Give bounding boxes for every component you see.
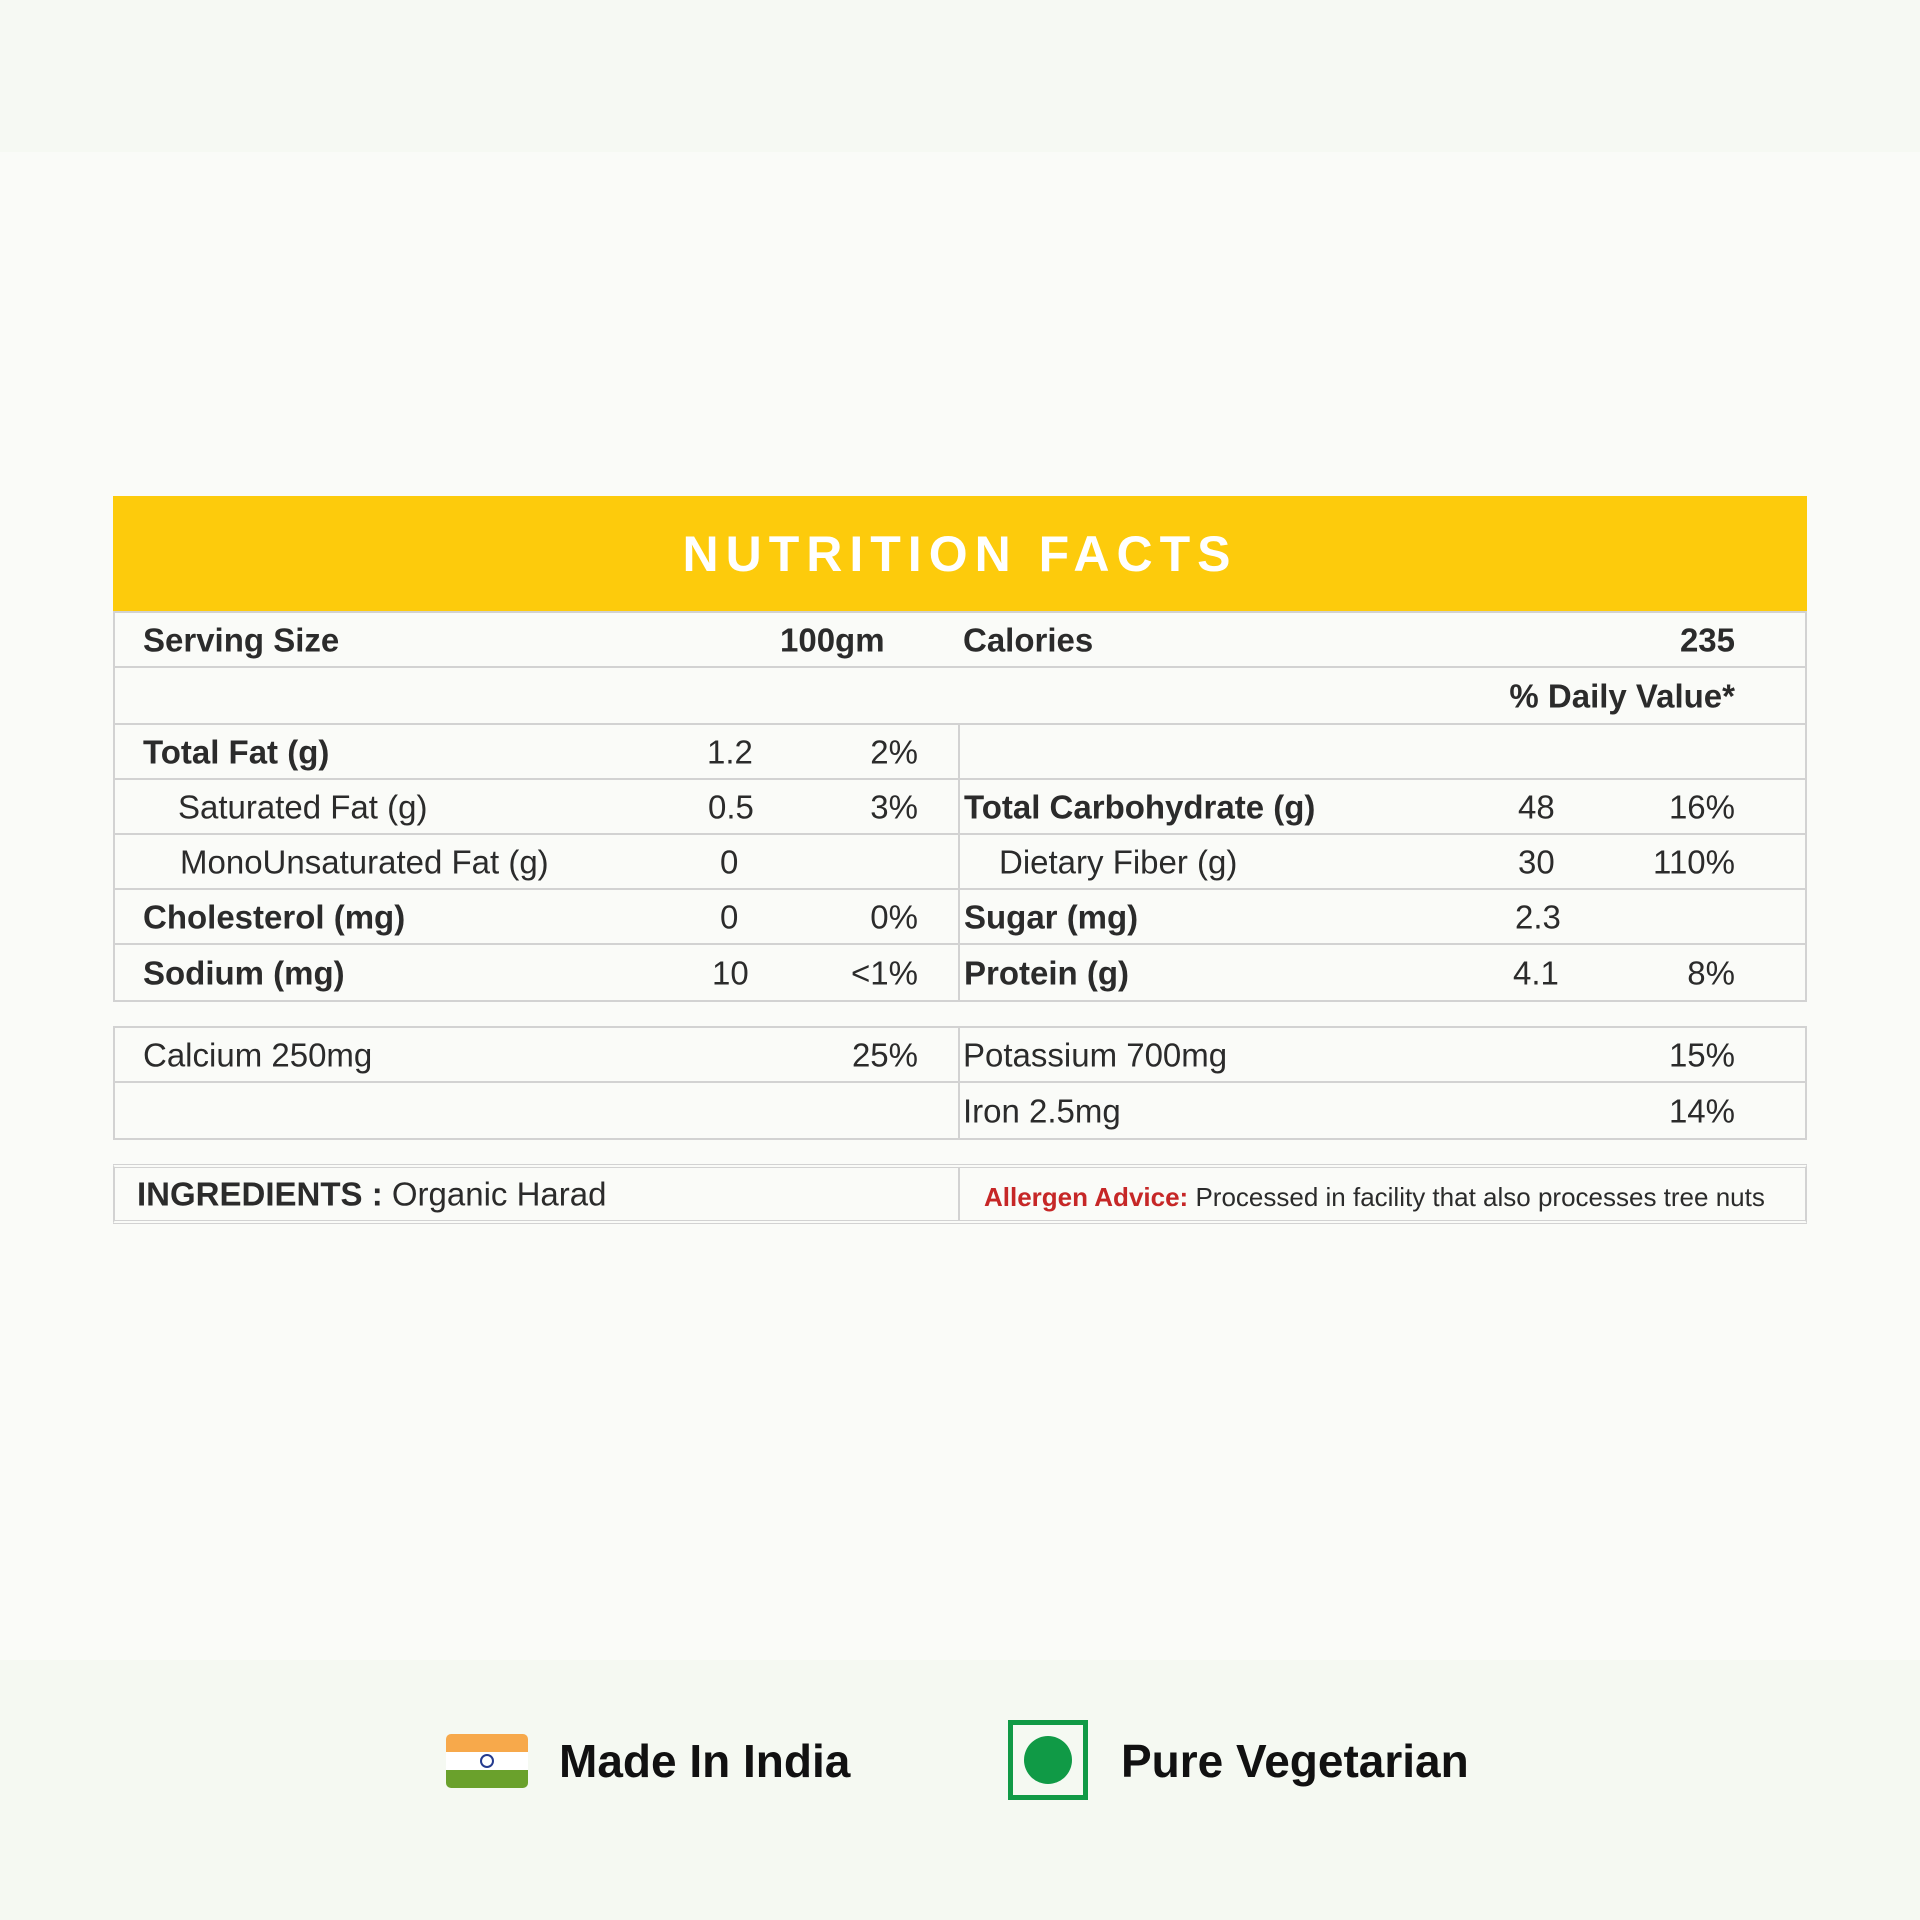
table-row bbox=[115, 1083, 1805, 1138]
monounsaturated-fat-label: MonoUnsaturated Fat (g) bbox=[180, 843, 549, 880]
saturated-fat-amount: 0.5 bbox=[708, 788, 754, 825]
dietary-fiber-label: Dietary Fiber (g) bbox=[999, 843, 1238, 880]
sodium-amount: 10 bbox=[712, 954, 749, 991]
dietary-fiber-dv: 110% bbox=[1653, 843, 1735, 880]
label-title: NUTRITION FACTS bbox=[682, 525, 1238, 582]
saturated-fat-dv: 3% bbox=[870, 788, 918, 825]
spacer bbox=[113, 1002, 1807, 1026]
table-cell bbox=[115, 1083, 960, 1138]
ingredients-label: INGREDIENTS : bbox=[137, 1175, 383, 1213]
total-fat-dv: 2% bbox=[870, 733, 918, 770]
allergen-value: Processed in facility that also processes tree nuts bbox=[1195, 1182, 1765, 1212]
daily-value-header: % Daily Value* bbox=[1509, 677, 1735, 714]
india-flag-icon bbox=[446, 1734, 528, 1788]
made-in-india-label: Made In India bbox=[559, 1735, 851, 1787]
cholesterol-amount: 0 bbox=[720, 898, 739, 935]
calories-cell bbox=[960, 613, 1805, 666]
calories-label: Calories bbox=[963, 621, 1094, 658]
calories-value: 235 bbox=[1679, 621, 1735, 658]
calcium-label: Calcium 250mg bbox=[143, 1036, 373, 1073]
potassium-label: Potassium 700mg bbox=[963, 1036, 1228, 1073]
protein-label: Protein (g) bbox=[964, 954, 1129, 991]
table-row bbox=[115, 780, 1805, 835]
serving-size-value: 100gm bbox=[780, 621, 885, 658]
table-row bbox=[115, 890, 1805, 945]
table-cell bbox=[115, 725, 960, 778]
protein-dv: 8% bbox=[1687, 954, 1735, 991]
allergen-cell bbox=[960, 1168, 1805, 1220]
pure-vegetarian-label: Pure Vegetarian bbox=[1121, 1735, 1469, 1787]
total-carbohydrate-label: Total Carbohydrate (g) bbox=[964, 788, 1316, 825]
table-cell bbox=[960, 725, 1805, 778]
nutrition-label bbox=[113, 496, 1807, 1224]
cholesterol-label: Cholesterol (mg) bbox=[143, 898, 406, 935]
table-row bbox=[115, 725, 1805, 780]
total-carbohydrate-dv: 16% bbox=[1668, 788, 1735, 825]
summary-block bbox=[113, 611, 1807, 725]
table-cell bbox=[960, 1083, 1805, 1138]
table-cell bbox=[960, 835, 1805, 888]
protein-amount: 4.1 bbox=[1513, 954, 1559, 991]
ingredients-cell bbox=[115, 1168, 960, 1220]
serving-size-label: Serving Size bbox=[143, 621, 340, 658]
sugar-amount: 2.3 bbox=[1515, 898, 1561, 935]
table-cell bbox=[115, 780, 960, 833]
spacer bbox=[113, 1140, 1807, 1164]
ingredients-value: Organic Harad bbox=[391, 1175, 607, 1213]
vegetarian-mark-icon bbox=[1008, 1720, 1088, 1800]
top-band bbox=[0, 0, 1920, 152]
table-cell bbox=[115, 945, 960, 1000]
allergen-text bbox=[984, 1184, 1765, 1210]
table-cell bbox=[115, 1028, 960, 1081]
sodium-label: Sodium (mg) bbox=[143, 954, 345, 991]
minerals-block bbox=[113, 1026, 1807, 1140]
ingredients-block bbox=[113, 1164, 1807, 1224]
chakra-icon bbox=[480, 1754, 494, 1768]
nutrient-block bbox=[113, 725, 1807, 1002]
table-row bbox=[115, 835, 1805, 890]
cholesterol-dv: 0% bbox=[870, 898, 918, 935]
sodium-dv: <1% bbox=[851, 954, 918, 991]
table-row bbox=[115, 945, 1805, 1000]
calcium-dv: 25% bbox=[851, 1036, 918, 1073]
total-fat-label: Total Fat (g) bbox=[143, 733, 330, 770]
iron-dv: 14% bbox=[1668, 1092, 1735, 1129]
saturated-fat-label: Saturated Fat (g) bbox=[178, 788, 428, 825]
dietary-fiber-amount: 30 bbox=[1518, 843, 1555, 880]
iron-label: Iron 2.5mg bbox=[963, 1092, 1121, 1129]
serving-row bbox=[115, 613, 1805, 668]
daily-value-cell bbox=[115, 668, 1805, 723]
sugar-label: Sugar (mg) bbox=[964, 898, 1139, 935]
ingredients-text bbox=[137, 1175, 607, 1213]
total-fat-amount: 1.2 bbox=[707, 733, 753, 770]
serving-cell bbox=[115, 613, 960, 666]
table-cell bbox=[960, 1028, 1805, 1081]
allergen-label: Allergen Advice: bbox=[984, 1182, 1189, 1212]
table-cell bbox=[115, 835, 960, 888]
potassium-dv: 15% bbox=[1668, 1036, 1735, 1073]
total-carbohydrate-amount: 48 bbox=[1518, 788, 1555, 825]
table-cell bbox=[960, 945, 1805, 1000]
table-cell bbox=[960, 890, 1805, 943]
monounsaturated-fat-amount: 0 bbox=[720, 843, 739, 880]
title-bar bbox=[113, 496, 1807, 611]
table-cell bbox=[115, 890, 960, 943]
table-cell bbox=[960, 778, 1805, 833]
daily-value-row bbox=[115, 668, 1805, 723]
badges bbox=[0, 1720, 1920, 1800]
table-row bbox=[115, 1028, 1805, 1083]
